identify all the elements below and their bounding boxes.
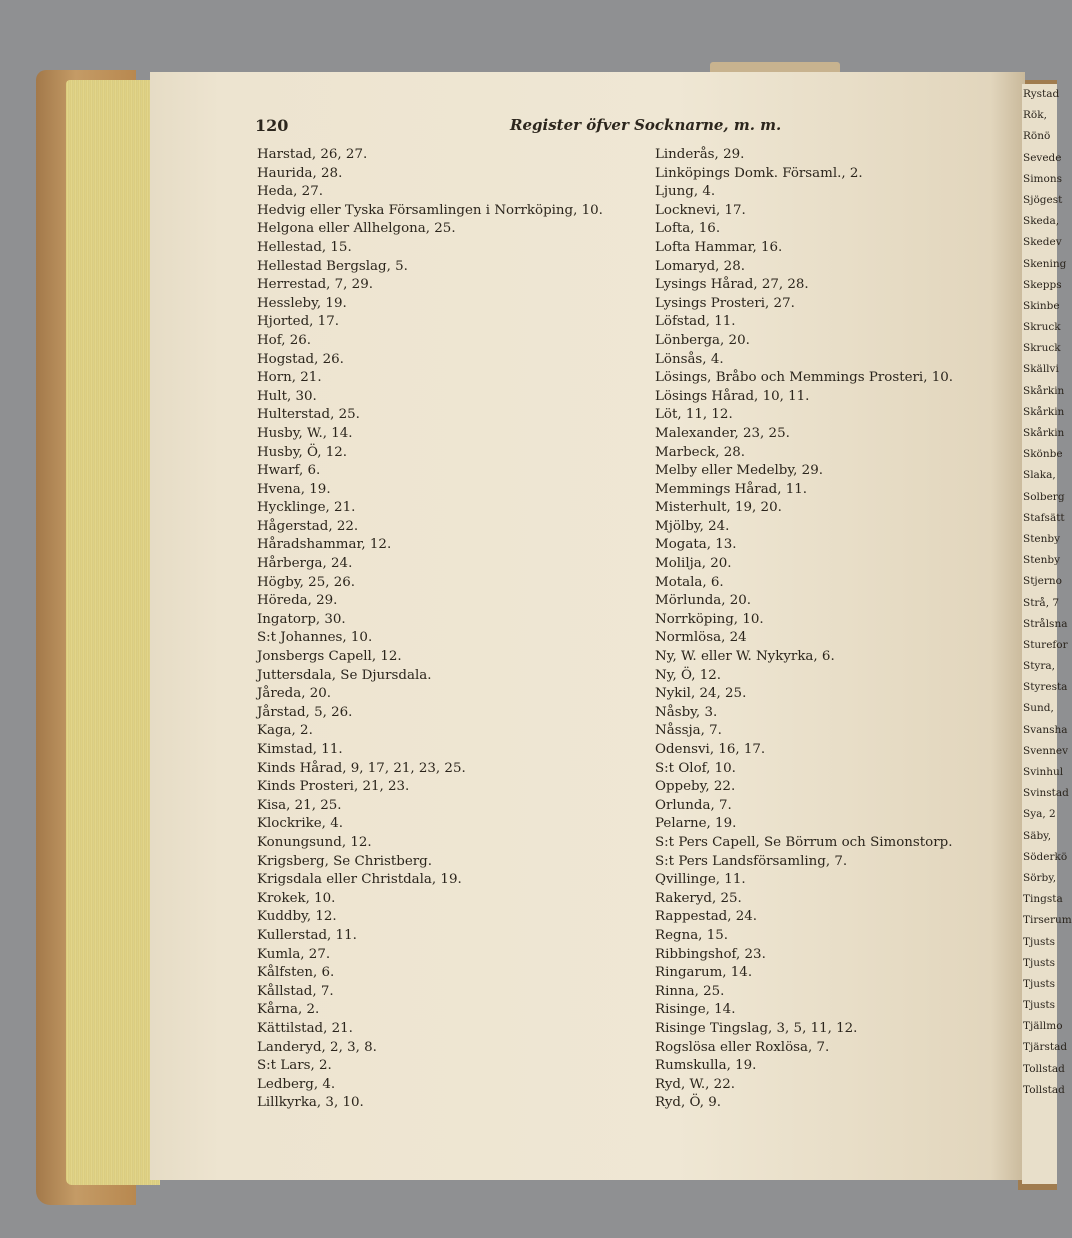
index-entry: Lomaryd, 28. <box>655 258 745 274</box>
next-page-fragment: Säby, <box>1023 829 1052 842</box>
index-entry: Kimstad, 11. <box>257 742 343 757</box>
index-entry: Normlösa, 24 <box>655 630 747 646</box>
index-entry: Hult, 30. <box>257 388 317 404</box>
index-entry: Kaga, 2. <box>257 723 313 739</box>
index-entry: Löt, 11, 12. <box>655 407 733 423</box>
next-page-fragment: Skårkin <box>1023 405 1065 418</box>
index-entry: Hessleby, 19. <box>257 295 347 311</box>
index-entry: Hellestad Bergslag, 5. <box>257 258 408 274</box>
index-entry: Jonsbergs Capell, 12. <box>257 649 402 665</box>
next-page-fragment: Strå, 7 <box>1023 596 1060 609</box>
running-title: Register öfver Socknarne, m. m. <box>510 116 782 134</box>
next-page-fragment: Skepps <box>1023 278 1062 291</box>
index-entry: Horn, 21. <box>257 370 322 386</box>
index-entry: Krigsdala eller Christdala, 19. <box>257 872 462 888</box>
index-entry: Ryd, W., 22. <box>655 1076 735 1092</box>
next-page-fragment: Tjusts <box>1023 956 1056 969</box>
next-page-fragment: Rönö <box>1023 130 1051 143</box>
index-entry: Kättilstad, 21. <box>257 1020 353 1036</box>
next-page-fragment: Skeda, <box>1023 215 1060 228</box>
next-page-fragment: Skårkin <box>1023 384 1065 397</box>
index-entry: Pelarne, 19. <box>655 816 737 832</box>
page-header <box>255 116 975 138</box>
next-page-fragment: Sörby, <box>1023 871 1057 884</box>
index-entry: Regna, 15. <box>655 927 728 943</box>
next-page-fragment: Svinstad <box>1023 787 1069 800</box>
page-edges <box>66 80 160 1185</box>
index-entry: Odensvi, 16, 17. <box>655 742 766 757</box>
next-page-fragment: Svansha <box>1023 723 1068 736</box>
next-page-fragment: Tingsta <box>1023 893 1063 906</box>
next-page-fragment: Tjusts <box>1023 977 1056 990</box>
next-page-fragment: Strålsna <box>1023 617 1068 630</box>
next-page-fragment: Tollstad <box>1023 1083 1065 1096</box>
next-page-fragment: Skårkin <box>1023 427 1065 439</box>
index-entry: Juttersdala, Se Djursdala. <box>257 667 432 683</box>
index-entry: Lofta, 16. <box>655 221 721 237</box>
index-entry: Krigsberg, Se Christberg. <box>257 853 433 869</box>
next-page-fragment: Sjögest <box>1023 193 1063 206</box>
index-entry: Rakeryd, 25. <box>655 890 742 906</box>
page-number: 120 <box>255 116 289 135</box>
next-page-fragment: Skönbe <box>1023 448 1063 461</box>
index-entry: S:t Lars, 2. <box>257 1058 332 1074</box>
index-entry: Lofta Hammar, 16. <box>655 239 783 255</box>
next-page-fragment: Skedev <box>1023 236 1062 249</box>
next-page-fragment: Tjärstad <box>1023 1041 1068 1054</box>
index-entry: Ingatorp, 30. <box>257 611 346 627</box>
index-entry: Kårna, 2. <box>257 1002 320 1018</box>
index-entry: Rogslösa eller Roxlösa, 7. <box>655 1039 830 1055</box>
index-entry: Hvena, 19. <box>257 481 331 497</box>
index-entry: S:t Pers Landsförsamling, 7. <box>655 853 848 869</box>
index-entry: Kålfsten, 6. <box>257 965 335 981</box>
index-entry: Linderås, 29. <box>655 147 745 162</box>
next-page-edge <box>1022 84 1072 1184</box>
index-entry: Ledberg, 4. <box>257 1076 336 1092</box>
index-entry: Lönsås, 4. <box>655 351 724 367</box>
next-page-fragment: Tjusts <box>1023 999 1056 1012</box>
index-entry: Lillkyrka, 3, 10. <box>257 1095 364 1111</box>
index-entry: Helgona eller Allhelgona, 25. <box>257 221 456 237</box>
next-page-fragment: Tollstad <box>1023 1062 1065 1075</box>
index-entry: Hjorted, 17. <box>257 314 339 330</box>
next-page-fragment: Stenby <box>1023 532 1061 545</box>
next-page-fragment: Sya, 2 <box>1023 808 1056 821</box>
index-entry: Lysings Prosteri, 27. <box>655 295 795 311</box>
index-entry: Oppeby, 22. <box>655 779 736 795</box>
index-entry: Rumskulla, 19. <box>655 1058 757 1074</box>
next-page-fragment: Skällvi <box>1023 363 1059 376</box>
next-page-fragment: Söderkö <box>1023 850 1068 863</box>
next-page-fragment: Sturefor <box>1023 638 1068 651</box>
index-entry: Mörlunda, 20. <box>655 593 752 609</box>
next-page-fragment: Svennev <box>1023 744 1069 757</box>
index-entry: Melby eller Medelby, 29. <box>655 463 823 479</box>
index-entry: Norrköping, 10. <box>655 611 764 627</box>
index-entry: Klockrike, 4. <box>257 816 343 832</box>
next-page-fragment: Rystad <box>1023 88 1060 100</box>
index-entry: Jåreda, 20. <box>257 686 332 702</box>
next-page-fragment: Svinhul <box>1023 766 1064 778</box>
index-entry: Lönberga, 20. <box>655 332 750 348</box>
index-entry: Molilja, 20. <box>655 556 732 572</box>
index-entry: Risinge Tingslag, 3, 5, 11, 12. <box>655 1020 858 1036</box>
index-entry: Malexander, 23, 25. <box>655 425 790 441</box>
index-entry: Hellestad, 15. <box>257 239 352 255</box>
index-entry: Linköpings Domk. Församl., 2. <box>655 165 863 181</box>
index-entry: Löfstad, 11. <box>655 314 736 330</box>
index-entry: Rappestad, 24. <box>655 909 758 925</box>
index-entry: Lösings, Bråbo och Memmings Prosteri, 10. <box>655 370 954 386</box>
index-entry: Höreda, 29. <box>257 593 338 609</box>
index-entry: Hycklinge, 21. <box>257 500 356 516</box>
index-entry: Lysings Hårad, 27, 28. <box>655 277 809 293</box>
index-entry: S:t Pers Capell, Se Börrum och Simonstorp. <box>655 834 953 850</box>
index-entry: Hof, 26. <box>257 332 312 348</box>
next-page-fragment: Simons <box>1023 172 1062 185</box>
next-page-fragment: Tjällmo <box>1023 1020 1063 1033</box>
next-page-fragment: Rök, <box>1023 109 1047 122</box>
next-page-fragment: Skruck <box>1023 342 1061 355</box>
next-page-fragment: Sund, <box>1023 702 1054 715</box>
index-entry: Landeryd, 2, 3, 8. <box>257 1039 377 1055</box>
index-entry: Locknevi, 17. <box>655 202 746 218</box>
next-page-fragment: Tirserum <box>1023 914 1072 927</box>
index-entry: Ryd, Ö, 9. <box>655 1095 721 1111</box>
index-entry: Haurida, 28. <box>257 165 343 181</box>
index-entry: Rinna, 25. <box>655 983 725 999</box>
index-entry: Lösings Hårad, 10, 11. <box>655 388 810 404</box>
next-page-fragment: Sevede <box>1023 151 1062 164</box>
index-entry: Husby, Ö, 12. <box>257 444 348 460</box>
index-entry: Misterhult, 19, 20. <box>655 500 782 516</box>
next-page-fragment: Stjerno <box>1023 575 1062 588</box>
index-entry: Hågerstad, 22. <box>257 518 359 534</box>
index-entry: S:t Olof, 10. <box>655 760 736 776</box>
next-page-fragment: Stenby <box>1023 554 1061 567</box>
index-entry: Kuddby, 12. <box>257 909 337 925</box>
index-entry: Ljung, 4. <box>655 184 716 200</box>
index-entry: Hulterstad, 25. <box>257 407 360 423</box>
index-entry: Hogstad, 26. <box>257 351 344 367</box>
index-entry: Orlunda, 7. <box>655 797 732 813</box>
index-entry: Mogata, 13. <box>655 537 737 553</box>
index-entry: Kisa, 21, 25. <box>257 797 342 813</box>
next-page-fragment: Skruck <box>1023 321 1061 334</box>
index-entry: Kullerstad, 11. <box>257 927 357 943</box>
index-entry: Konungsund, 12. <box>257 834 372 850</box>
index-column-right <box>655 146 1000 1113</box>
index-entry: Ny, Ö, 12. <box>655 667 722 683</box>
index-entry: Hedvig eller Tyska Församlingen i Norrköping, 10. <box>257 202 603 218</box>
next-page-fragment: Skinbe <box>1023 299 1060 312</box>
index-entry: Qvillinge, 11. <box>655 872 746 888</box>
index-entry: Husby, W., 14. <box>257 425 353 441</box>
index-entry: S:t Johannes, 10. <box>257 630 373 646</box>
index-entry: Mjölby, 24. <box>655 518 730 534</box>
index-entry: Jårstad, 5, 26. <box>257 704 353 720</box>
index-entry: Krokek, 10. <box>257 890 336 906</box>
index-entry: Hårberga, 24. <box>257 556 353 572</box>
index-entry: Ribbingshof, 23. <box>655 946 766 962</box>
next-page-fragment: Skening <box>1023 257 1067 270</box>
next-page-fragment: Styra, <box>1023 660 1055 673</box>
index-entry: Marbeck, 28. <box>655 444 746 460</box>
index-entry: Kållstad, 7. <box>257 983 334 999</box>
index-entry: Nykil, 24, 25. <box>655 686 747 702</box>
index-entry: Herrestad, 7, 29. <box>257 277 373 293</box>
index-entry: Risinge, 14. <box>655 1002 736 1018</box>
index-entry: Motala, 6. <box>655 574 724 590</box>
index-entry: Ringarum, 14. <box>655 965 753 981</box>
next-page-fragment: Stafsätt <box>1023 511 1065 524</box>
next-page-fragment: Tjusts <box>1023 935 1056 948</box>
next-page-fragment: Slaka, <box>1023 469 1056 482</box>
next-page-fragment: Styresta <box>1023 681 1068 694</box>
index-entry: Ny, W. eller W. Nykyrka, 6. <box>655 649 835 665</box>
index-entry: Högby, 25, 26. <box>257 574 356 590</box>
index-entry: Nåssja, 7. <box>655 723 722 739</box>
index-column-left <box>257 146 652 1113</box>
index-entry: Hwarf, 6. <box>257 463 321 479</box>
next-page-fragment: Solberg <box>1023 490 1065 503</box>
index-entry: Nåsby, 3. <box>655 704 718 720</box>
index-entry: Kinds Prosteri, 21, 23. <box>257 779 410 795</box>
index-entry: Heda, 27. <box>257 184 323 200</box>
index-entry: Kumla, 27. <box>257 946 331 962</box>
index-entry: Håradshammar, 12. <box>257 537 392 553</box>
index-entry: Kinds Hårad, 9, 17, 21, 23, 25. <box>257 760 466 776</box>
index-entry: Harstad, 26, 27. <box>257 147 368 162</box>
index-entry: Memmings Hårad, 11. <box>655 481 808 497</box>
